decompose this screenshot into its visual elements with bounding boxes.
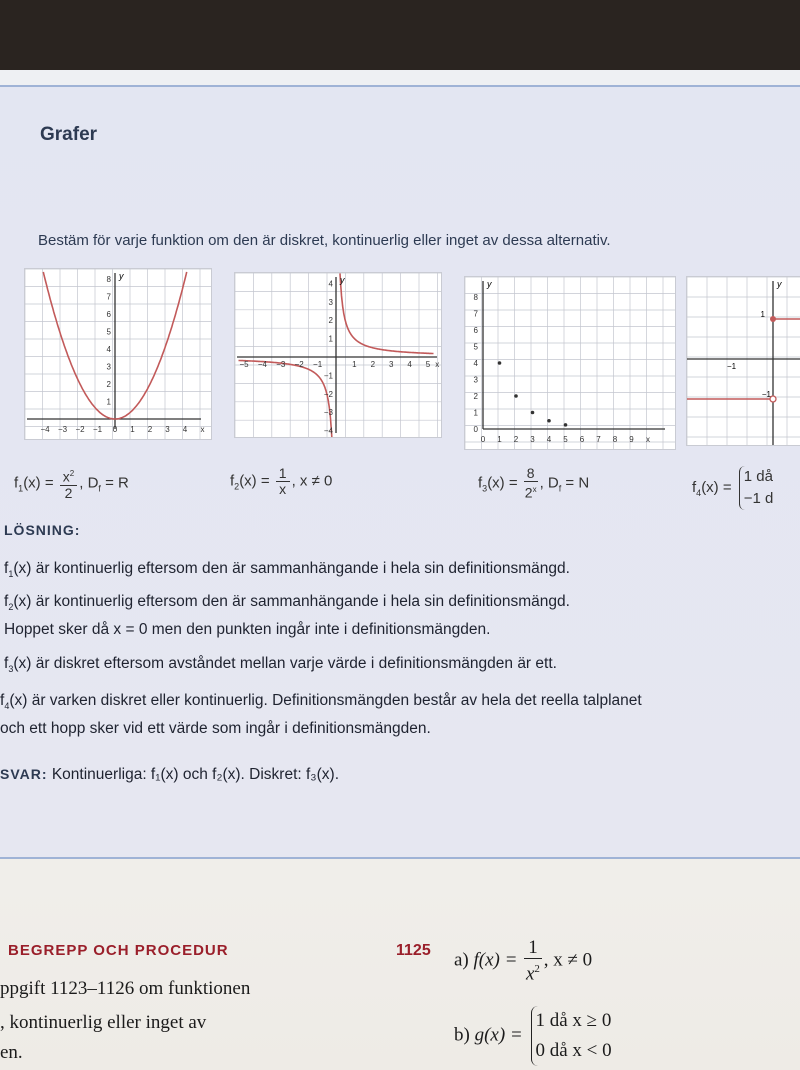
f4-arg: (x) = (701, 478, 732, 496)
graph-f1-svg (25, 269, 211, 439)
f3-den: 2 (524, 484, 533, 501)
graph-f2-svg (235, 273, 441, 437)
solution-line-1: $f_1(x)$ är kontinuerlig eftersom den är sammanhängande i hela sin definitionsmängd. (4, 560, 570, 580)
f1-sub: 1 (18, 483, 24, 494)
tick-label: 1 (328, 334, 333, 344)
tick-label: 0 (480, 435, 486, 444)
tick-label: −5 (239, 360, 249, 369)
tick-label: 7 (473, 309, 478, 319)
graph-f2-curve-right (340, 273, 434, 353)
f4-cases (739, 466, 774, 510)
l1-sub: 1 (8, 569, 14, 580)
solution-line-3: Hoppet sker då x = 0 men den punkten ingår inte i definitionsmängden. (4, 621, 491, 638)
tick-label: 4 (328, 279, 333, 289)
f1-den: 2 (64, 484, 73, 501)
solution-line-2: $f_2(x)$ är kontinuerlig eftersom den är sammanhängande i hela sin definitionsmängd. (4, 593, 570, 613)
f2-num: 1 (276, 466, 290, 482)
tick-label: 2 (473, 392, 478, 401)
tick-label: 4 (106, 345, 111, 354)
answer-label: SVAR: (0, 766, 48, 782)
l4-text: (x) är diskret eftersom avståndet mellan varje värde i definitionsmängden är ett. (13, 655, 557, 672)
tick-label: 2 (513, 435, 519, 444)
exercise-b (454, 1006, 612, 1066)
graph-f2-y-label: y (340, 275, 345, 285)
b-case1: 1 då x ≥ 0 (535, 1010, 612, 1031)
tick-label: 3 (106, 362, 111, 372)
f4-case2: −1 d (743, 490, 774, 507)
f2-den: x (279, 481, 287, 497)
graph-f2-curve-left (239, 361, 333, 438)
instruction-text: Bestäm för varje funktion om den är diskret, kontinuerlig eller inget av dessa alternativ. (38, 232, 611, 249)
tick-label: 4 (407, 360, 412, 369)
tick-label: 0 (112, 425, 118, 434)
formula-f4 (692, 466, 773, 510)
tick-label: 2 (147, 425, 153, 434)
a-sup: 2 (534, 963, 540, 975)
l5-sub: 4 (4, 701, 10, 712)
graph-f3-point (547, 419, 551, 423)
tick-label: 1 (352, 360, 357, 369)
graph-f4 (686, 276, 800, 446)
a-den: x (525, 963, 535, 985)
f1-arg: (x) = (23, 474, 54, 492)
tick-label: −4 (323, 426, 333, 436)
section-title: Grafer (40, 124, 98, 145)
tick-label: 2 (328, 316, 333, 326)
tick-label: 7 (106, 292, 111, 302)
l5-text: (x) är varken diskret eller kontinuerlig. Definitionsmängden består av hela det reella talplanet (9, 692, 642, 709)
answer-text: Kontinuerliga: f₁(x) och f₂(x). Diskret: f₃(x). (51, 766, 339, 783)
graph-f2 (234, 272, 442, 438)
tick-label: −2 (294, 360, 304, 369)
tick-label: −4 (257, 360, 267, 369)
graph-f3-point (498, 361, 502, 365)
f4-name: f (692, 478, 697, 496)
tick-label: x (200, 425, 205, 434)
exercise-number: 1125 (396, 942, 431, 959)
tick-label: 8 (473, 293, 478, 302)
tick-label: 4 (473, 359, 478, 368)
graph-f3-point (514, 394, 518, 398)
tick-label: −1 (92, 425, 103, 434)
tick-label: 1 (130, 425, 135, 434)
tick-label: 5 (106, 327, 111, 337)
exercise-heading: BEGREPP OCH PROCEDUR (8, 942, 229, 959)
tick-label: 1 (497, 435, 502, 444)
a-label: a) (454, 949, 469, 971)
l2-sub: 2 (8, 602, 14, 613)
tick-label: −3 (57, 425, 68, 434)
tick-label: 5 (563, 435, 568, 444)
solution-line-6: och ett hopp sker vid ett värde som ingår i definitionsmängden. (0, 720, 431, 737)
formula-f1 (14, 466, 129, 501)
tick-label: 9 (629, 435, 634, 444)
graph-f1 (24, 268, 212, 440)
tick-label: 7 (596, 435, 601, 444)
tick-label: 6 (473, 326, 478, 335)
graph-f4-x-tick: −1 (727, 362, 737, 371)
b-func: g(x) = (474, 1024, 523, 1046)
f1-name: f (14, 474, 19, 492)
tick-label: 5 (425, 360, 431, 369)
b-case2: 0 då x < 0 (535, 1040, 612, 1061)
a-func: f(x) = (473, 949, 518, 971)
f4-case1: 1 då (743, 468, 773, 485)
tick-label: 8 (106, 275, 111, 284)
tick-label: 2 (106, 380, 111, 389)
tick-label: 1 (106, 397, 111, 407)
f4-sub: 4 (696, 487, 702, 498)
solution-label: LÖSNING: (4, 522, 81, 538)
f1-num: x (62, 468, 70, 485)
tick-label: 4 (546, 435, 552, 444)
tick-label: −4 (40, 425, 50, 434)
graph-f1-y-label: y (119, 271, 124, 281)
b-label: b) (454, 1024, 470, 1046)
tick-label: 4 (182, 425, 188, 434)
formula-f2 (230, 466, 332, 497)
a-rest: , x ≠ 0 (543, 949, 593, 971)
tick-label: 3 (473, 375, 478, 385)
answer-line (0, 766, 339, 784)
f3-sub: 3 (482, 483, 488, 494)
f2-fraction (276, 466, 290, 497)
f2-arg: (x) = (239, 472, 270, 490)
f1-sup: 2 (69, 469, 75, 478)
graph-f3-point (564, 423, 568, 427)
tick-label: 6 (579, 435, 585, 444)
f3-drest: = N (561, 474, 590, 492)
tick-label: −1 (323, 371, 333, 381)
f1-rest: , D (79, 474, 99, 492)
a-fraction (524, 938, 542, 984)
tick-label: 3 (328, 297, 333, 307)
f2-name: f (230, 472, 235, 490)
tick-label: 3 (530, 435, 535, 444)
graph-f3 (464, 276, 676, 450)
graph-f3-y-label: y (487, 279, 492, 289)
graph-f4-y-label: y (777, 279, 782, 289)
b-cases (531, 1006, 612, 1066)
l1-text: (x) är kontinuerlig eftersom den är sammanhängande i hela sin definitionsmängd. (13, 560, 570, 577)
formula-f3 (478, 466, 589, 501)
tick-label: 1 (473, 408, 478, 418)
tick-label: x (435, 360, 440, 369)
solution-line-5: $f_4(x)$ är varken diskret eller kontinuerlig. Definitionsmängden består av hela det reella talplanet (0, 692, 642, 712)
tick-label: 8 (612, 435, 618, 444)
f1-drest: = R (100, 474, 129, 492)
tick-label: 3 (388, 360, 394, 369)
tick-label: 5 (473, 342, 478, 352)
exercise-left-1: ppgift 1123–1126 om funktionen (0, 978, 251, 999)
graph-f4-tick-1: 1 (760, 310, 765, 319)
tick-label: −2 (75, 425, 85, 434)
f2-rest: , x ≠ 0 (291, 472, 333, 490)
graph-f4-tick-minus1: −1 (761, 390, 771, 399)
tick-label: −2 (323, 389, 333, 399)
tick-label: 3 (165, 425, 170, 434)
f1-fraction (60, 466, 77, 501)
tick-label: −1 (313, 360, 323, 369)
l4-sub: 3 (8, 664, 14, 675)
tick-label: x (646, 435, 650, 444)
f3-dsub: f (558, 483, 562, 494)
f3-name: f (478, 474, 483, 492)
f1-dsub: f (98, 483, 101, 494)
exercise-left-3: en. (0, 1042, 23, 1063)
graph-f3-svg (465, 277, 675, 449)
f3-dsup: x (532, 485, 537, 494)
tick-label: 0 (473, 425, 478, 434)
tick-label: −3 (323, 408, 333, 418)
l2-text: (x) är kontinuerlig eftersom den är sammanhängande i hela sin definitionsmängd. (13, 593, 570, 610)
exercise-left-2: , kontinuerlig eller inget av (0, 1012, 207, 1033)
tick-label: −3 (276, 360, 286, 369)
f3-arg: (x) = (487, 474, 518, 492)
graph-f4-svg (687, 277, 800, 445)
f3-rest: , D (539, 474, 559, 492)
a-num: 1 (524, 938, 542, 959)
f3-num: 8 (524, 466, 538, 482)
solution-line-4: $f_3(x)$ är diskret eftersom avståndet mellan varje värde i definitionsmängden är ett. (4, 655, 557, 675)
f3-fraction (524, 466, 538, 501)
graph-f3-point (531, 411, 535, 415)
f2-sub: 2 (234, 481, 240, 492)
tick-label: 6 (106, 310, 111, 319)
graph-f4-filled-point (770, 316, 776, 322)
exercise-a (454, 938, 592, 984)
tick-label: 2 (370, 360, 376, 369)
